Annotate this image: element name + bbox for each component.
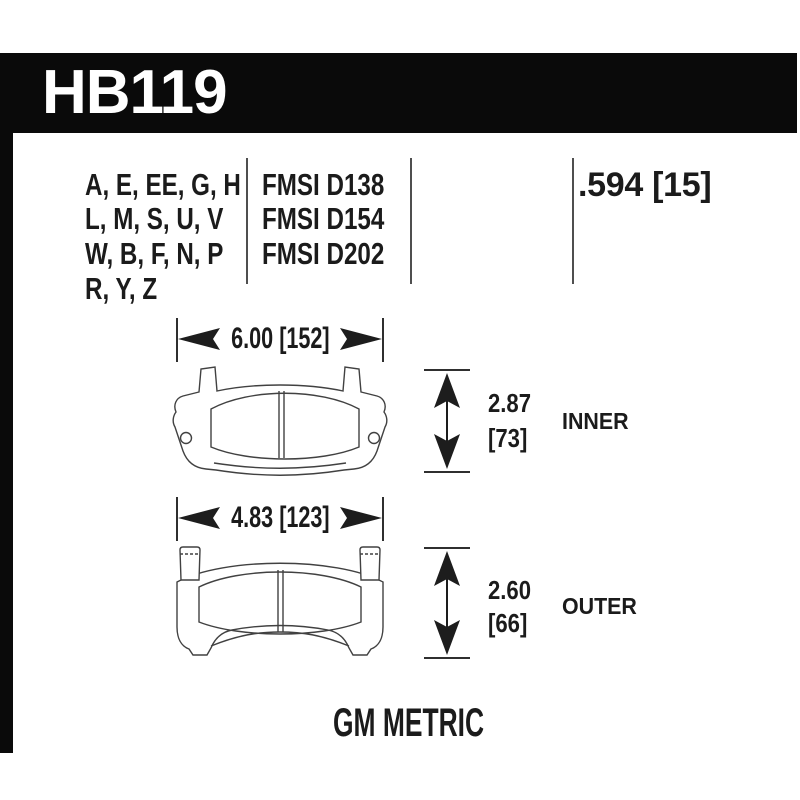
compound-letters-row: R, Y, Z	[85, 271, 158, 306]
fmsi-row: FMSI D154	[262, 201, 385, 236]
abutment-post	[180, 547, 200, 580]
part-number: HB119	[42, 58, 227, 127]
dimension-tick	[424, 657, 470, 659]
outer-height-dimension-arrows	[430, 549, 464, 657]
platform-name: GM METRIC	[333, 701, 485, 745]
abutment-post	[360, 547, 380, 580]
part-number-bar	[0, 53, 797, 133]
outer-width-dimension: 4.83 [123]	[230, 501, 330, 534]
outer-pad-drawing	[168, 542, 392, 664]
compound-letters-row: W, B, F, N, P	[85, 236, 224, 271]
inner-height-dimension-arrows	[430, 371, 464, 471]
compound-letters-row: A, E, EE, G, H	[85, 167, 241, 202]
left-border-bar	[0, 53, 13, 753]
fmsi-row: FMSI D138	[262, 167, 385, 202]
dimension-tick	[424, 471, 470, 473]
inner-label: INNER	[562, 408, 629, 434]
fmsi-row: FMSI D202	[262, 236, 385, 271]
inner-width-dimension: 6.00 [152]	[230, 322, 330, 355]
backing-plate-outline	[177, 563, 383, 655]
rivet-hole-icon	[181, 433, 192, 444]
inner-height-in: 2.87	[488, 388, 532, 418]
rivet-hole-icon	[369, 433, 380, 444]
outer-height-mm: [66]	[488, 608, 528, 638]
inner-pad-drawing	[168, 362, 392, 480]
table-divider	[572, 158, 574, 284]
pad-thickness-value: .594 [15]	[578, 166, 712, 204]
inner-height-mm: [73]	[488, 423, 528, 453]
table-divider	[410, 158, 412, 284]
outer-height-in: 2.60	[488, 575, 532, 605]
outer-label: OUTER	[562, 593, 637, 619]
table-divider	[246, 158, 248, 284]
compound-letters-row: L, M, S, U, V	[85, 201, 224, 236]
